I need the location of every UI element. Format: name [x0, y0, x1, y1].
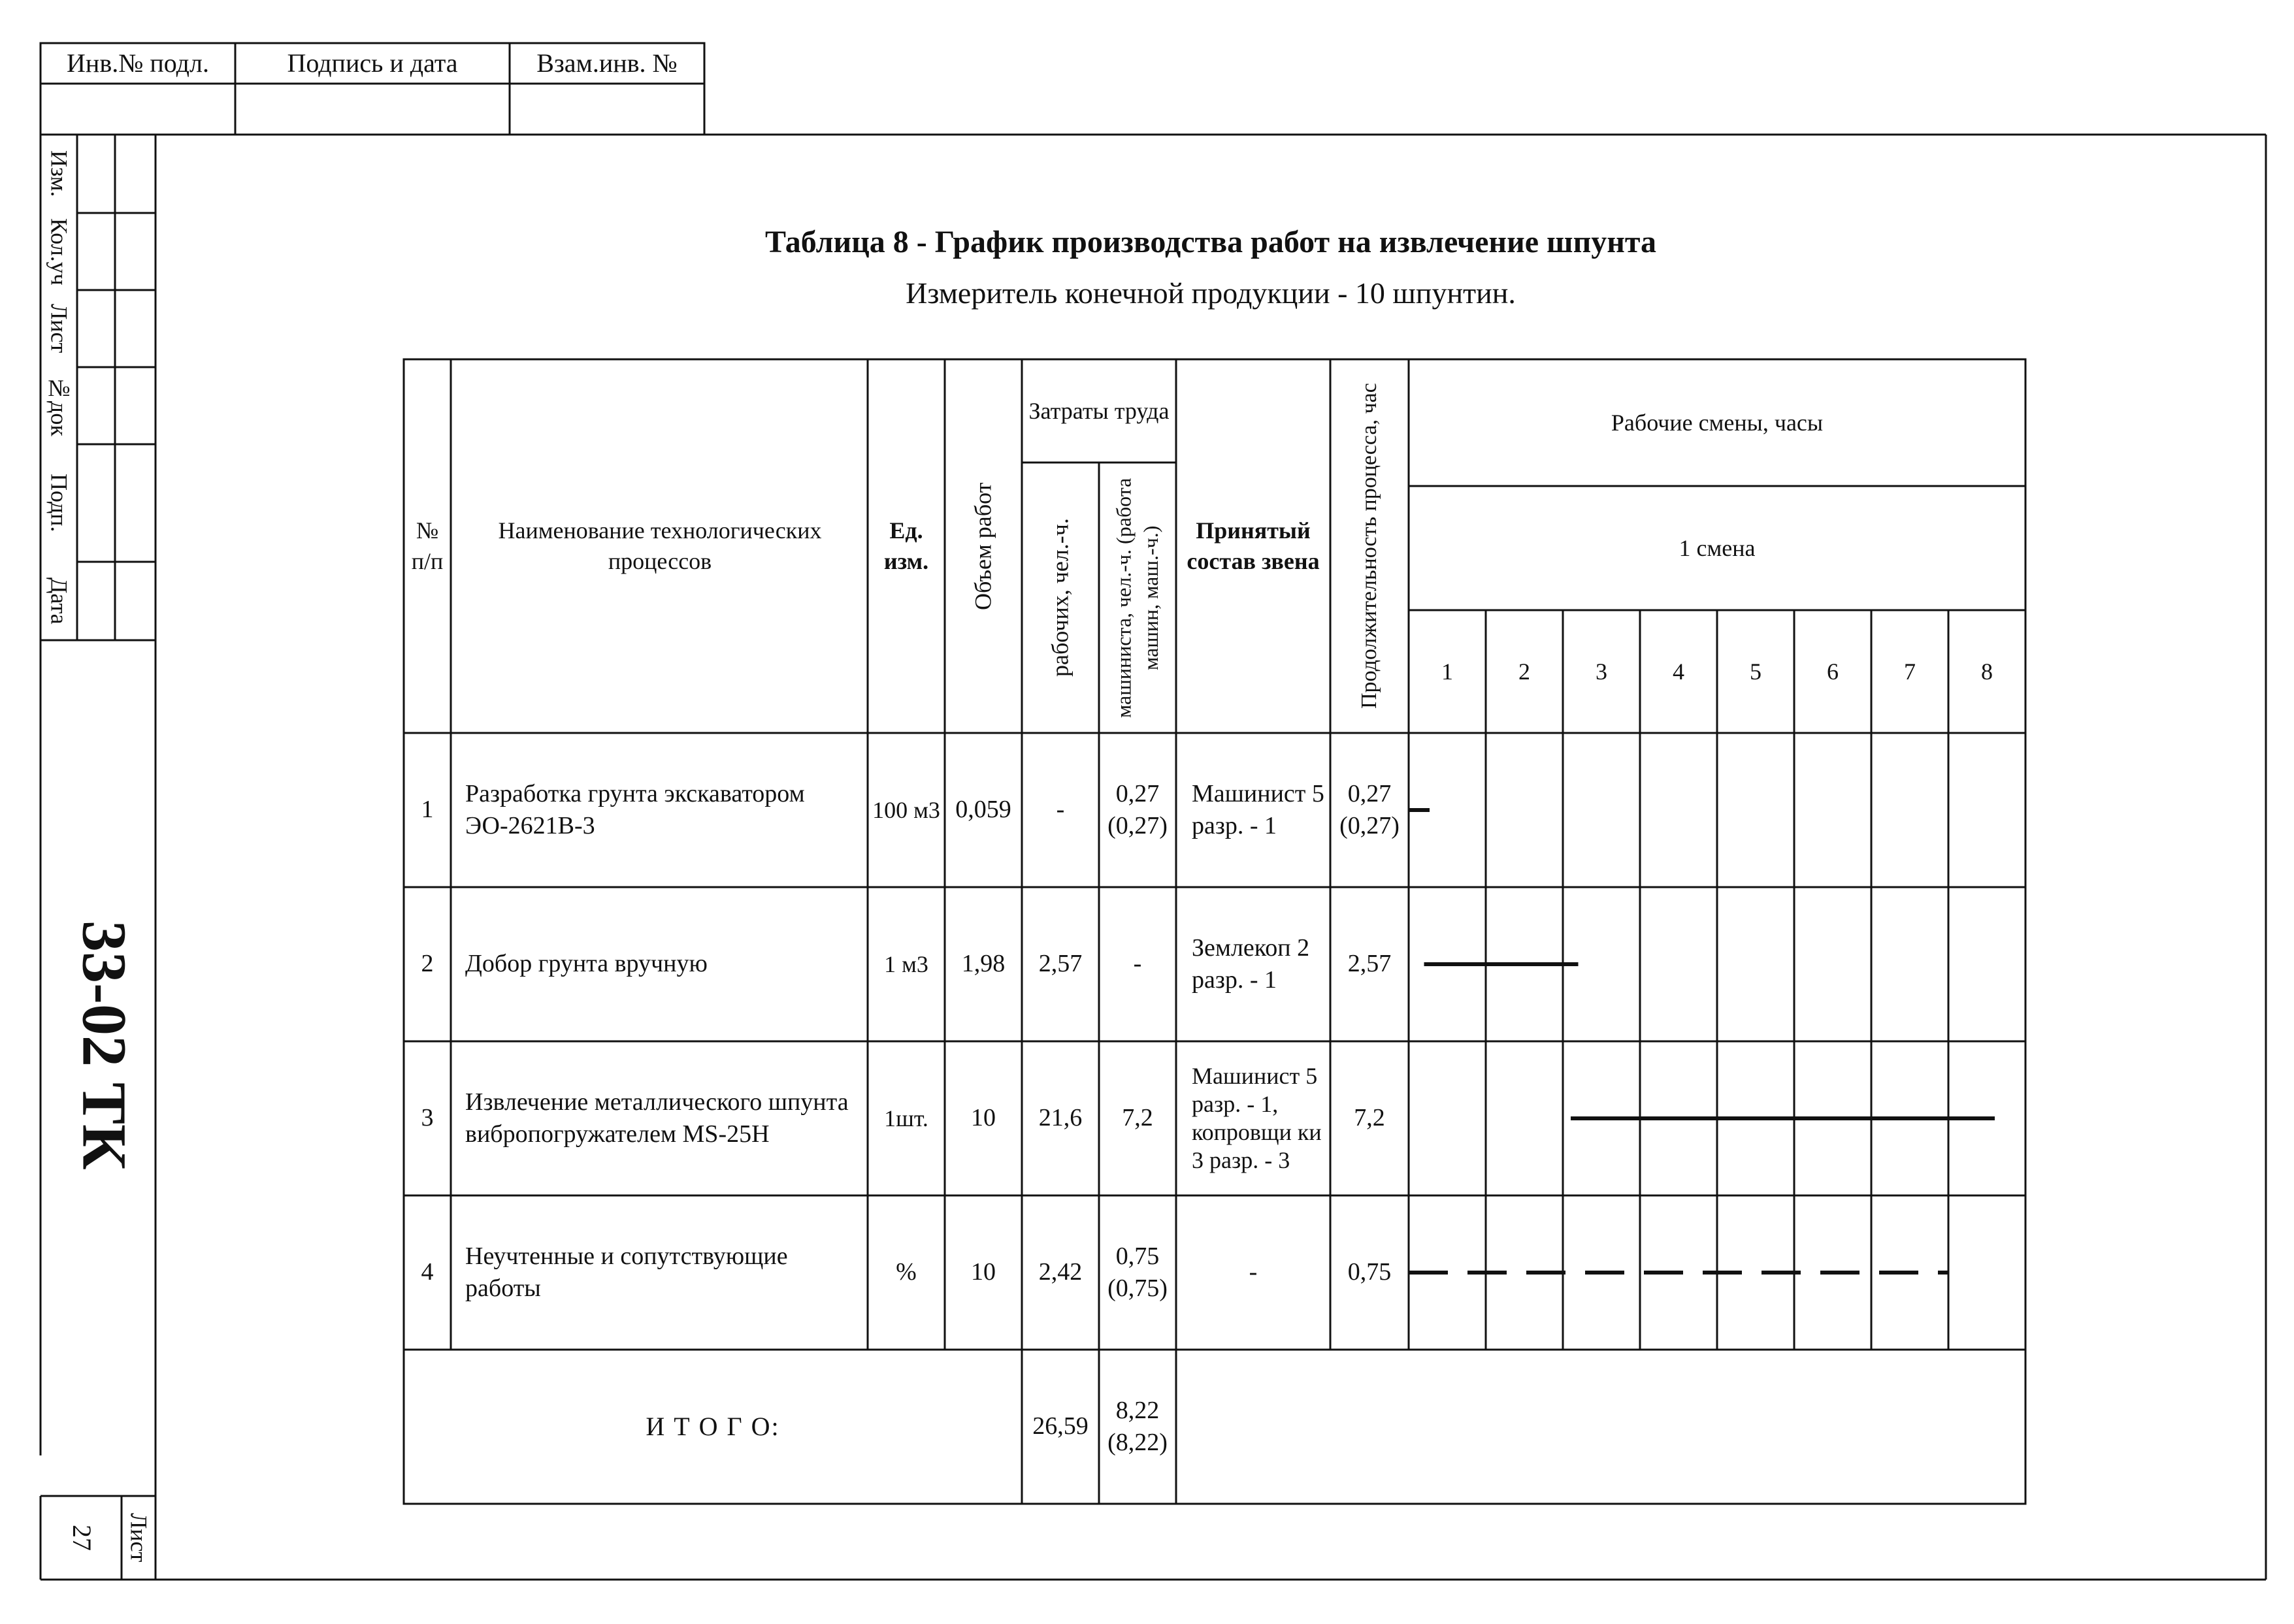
row-labor-workers: - — [1056, 796, 1065, 824]
table-subtitle: Измеритель конечной продукции - 10 шпунтин. — [906, 276, 1516, 310]
stamp-label-list: Лист — [46, 304, 73, 353]
stamp-label-ndok: №док — [46, 375, 73, 436]
header-hour: 4 — [1673, 658, 1684, 685]
stamp-label-kol-uch: Кол.уч — [46, 218, 73, 285]
row-labor-workers: 2,42 — [1038, 1258, 1083, 1286]
row-volume: 10 — [971, 1258, 996, 1286]
row-crew: Машинист 5 разр. - 1 — [1192, 779, 1324, 839]
header-hour: 1 — [1441, 658, 1453, 685]
total-labor-workers: 26,59 — [1032, 1412, 1089, 1440]
header-labor-costs: Затраты труда — [1028, 397, 1170, 424]
header-process-name: Наименование технологических процессов — [498, 517, 822, 574]
row-num: 4 — [421, 1258, 434, 1286]
header-labor-machinist: машиниста, чел.-ч. (работа машин, маш.-ч.) — [1111, 478, 1162, 718]
header-hour: 3 — [1596, 658, 1607, 685]
row-crew: Машинист 5 разр. - 1, копровщи ки 3 разр. - 3 — [1192, 1062, 1322, 1174]
header-work-shifts: Рабочие смены, часы — [1611, 409, 1824, 436]
header-hour: 6 — [1827, 658, 1839, 685]
total-labor-machinist: 8,22 (8,22) — [1107, 1396, 1168, 1456]
row-crew: - — [1249, 1258, 1258, 1286]
row-labor-machinist: 0,75 (0,75) — [1107, 1242, 1168, 1302]
signature-date-label: Подпись и дата — [287, 48, 458, 78]
row-process-name: Разработка грунта экскаватором ЭО-2621В-3 — [465, 779, 805, 839]
inv-podl-label: Инв.№ подл. — [67, 48, 209, 78]
header-hour: 8 — [1981, 658, 1993, 685]
row-num: 2 — [421, 950, 434, 978]
row-duration: 0,27 (0,27) — [1339, 779, 1400, 839]
row-labor-workers: 2,57 — [1038, 950, 1083, 978]
row-unit: 100 м3 — [872, 796, 940, 823]
row-duration: 0,75 — [1347, 1258, 1392, 1286]
sheet-number: 27 — [67, 1525, 97, 1551]
sheet-label: Лист — [125, 1513, 152, 1563]
document-code: 33-02 ТК — [69, 920, 140, 1170]
header-hour: 7 — [1904, 658, 1916, 685]
row-num: 1 — [421, 796, 434, 824]
table-title: Таблица 8 - График производства работ на извлечение шпунта — [764, 224, 1657, 259]
row-duration: 2,57 — [1347, 950, 1392, 978]
row-process-name: Неучтенные и сопутствующие работы — [465, 1242, 788, 1302]
header-volume: Объем работ — [970, 482, 996, 610]
stamp-label-izm: Изм. — [46, 150, 73, 197]
row-labor-workers: 21,6 — [1038, 1104, 1083, 1132]
row-labor-machinist: - — [1133, 950, 1142, 978]
stamp-label-data: Дата — [46, 577, 73, 625]
row-labor-machinist: 0,27 (0,27) — [1107, 779, 1168, 839]
stamp-label-podp: Подп. — [46, 474, 73, 532]
header-hour: 5 — [1750, 658, 1761, 685]
header-duration: Продолжительность процесса, час — [1356, 383, 1381, 709]
header-crew: Принятый состав звена — [1187, 517, 1320, 574]
row-num: 3 — [421, 1104, 434, 1132]
row-volume: 10 — [971, 1104, 996, 1132]
row-volume: 0,059 — [955, 796, 1011, 824]
row-unit: % — [896, 1258, 917, 1286]
row-unit: 1шт. — [884, 1105, 928, 1131]
row-process-name: Добор грунта вручную — [465, 950, 708, 978]
row-process-name: Извлечение металлического шпунта вибропогружателем MS-25H — [465, 1088, 849, 1148]
header-unit: Ед. изм. — [883, 517, 929, 574]
header-labor-workers: рабочих, чел.-ч. — [1047, 518, 1073, 677]
header-shift-1: 1 смена — [1679, 534, 1756, 561]
row-labor-machinist: 7,2 — [1122, 1104, 1153, 1132]
row-crew: Землекоп 2 разр. - 1 — [1192, 934, 1310, 994]
header-hour: 2 — [1518, 658, 1530, 685]
total-label: И Т О Г О: — [646, 1412, 780, 1441]
row-unit: 1 м3 — [884, 950, 928, 977]
row-volume: 1,98 — [961, 950, 1006, 978]
row-duration: 7,2 — [1354, 1104, 1385, 1132]
header-num: № п/п — [411, 517, 444, 574]
vzam-inv-label: Взам.инв. № — [536, 48, 678, 78]
